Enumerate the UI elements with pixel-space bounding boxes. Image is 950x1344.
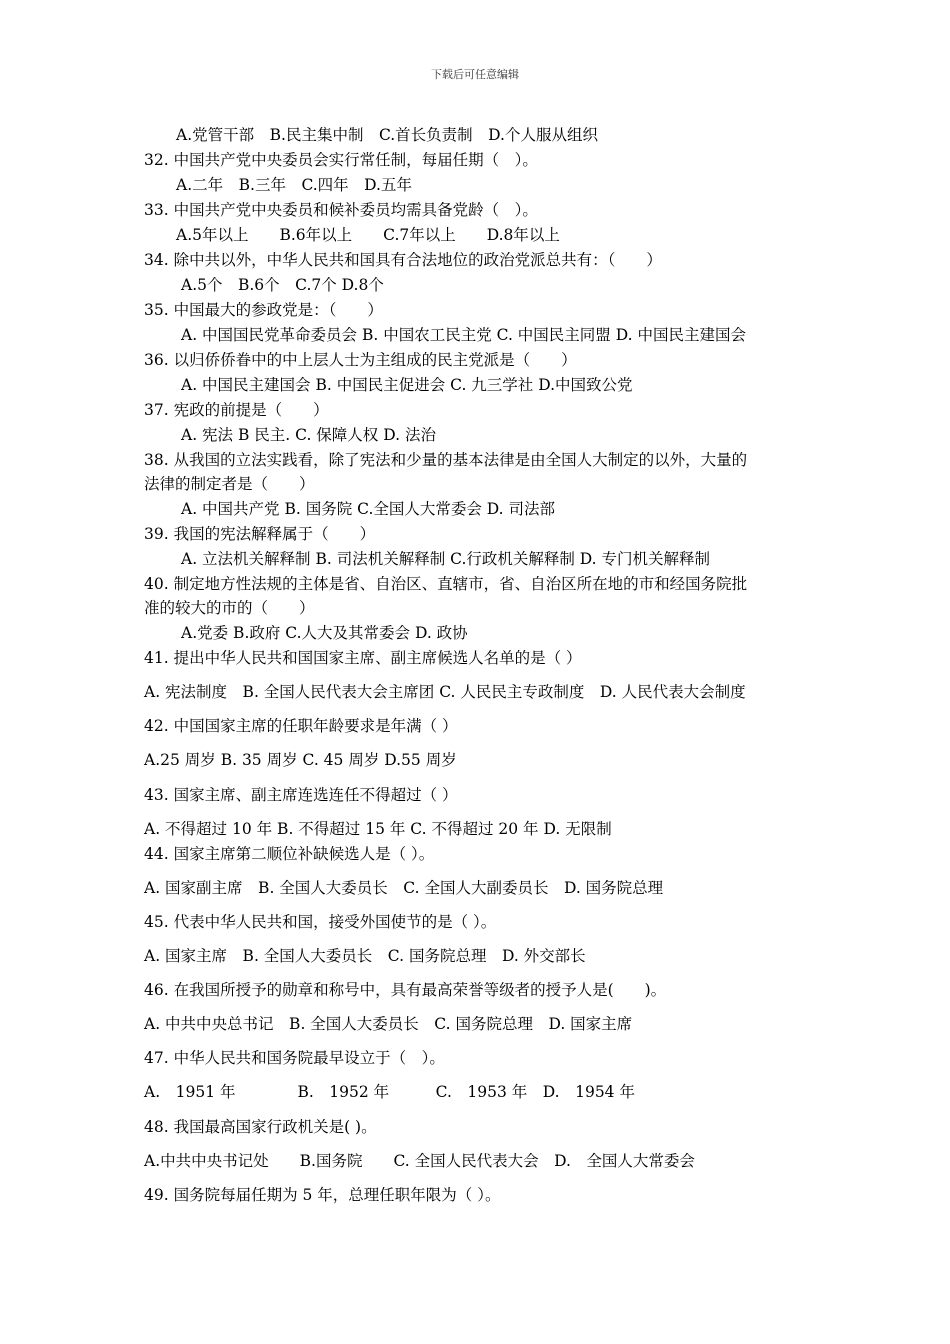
question-line: 41. 提出中华人民共和国国家主席、副主席候选人名单的是（ ） (144, 649, 582, 667)
question-line: A. 宪法制度 B. 全国人民代表大会主席团 C. 人民民主专政制度 D. 人民代表大会制度 (144, 683, 746, 701)
answer-options-line: A. 中国民主建国会 B. 中国民主促进会 C. 九三学社 D.中国致公党 (181, 376, 633, 394)
question-line: 法律的制定者是（ ） (144, 475, 315, 493)
question-line: 35. 中国最大的参政党是：（ ） (144, 301, 383, 319)
question-line: 48. 我国最高国家行政机关是( )。 (144, 1118, 377, 1136)
question-line: A.中共中央书记处 B.国务院 C. 全国人民代表大会 D. 全国人大常委会 (144, 1152, 695, 1170)
question-line: A. 国家副主席 B. 全国人大委员长 C. 全国人大副委员长 D. 国务院总理 (144, 879, 664, 897)
answer-options-line: A. 中国国民党革命委员会 B. 中国农工民主党 C. 中国民主同盟 D. 中国民主建国会 (181, 326, 746, 344)
question-line: A. 不得超过 10 年 B. 不得超过 15 年 C. 不得超过 20 年 D. 无限制 (144, 820, 612, 838)
answer-options-line: A.党管干部 B.民主集中制 C.首长负责制 D.个人服从组织 (176, 126, 598, 144)
question-line: 36. 以归侨侨眷中的中上层人士为主组成的民主党派是（ ） (144, 351, 577, 369)
question-line: A.25 周岁 B. 35 周岁 C. 45 周岁 D.55 周岁 (144, 751, 457, 769)
question-line: 准的较大的市的（ ） (144, 599, 315, 617)
answer-options-line: A.党委 B.政府 C.人大及其常委会 D. 政协 (181, 624, 468, 642)
question-line: 37. 宪政的前提是（ ） (144, 401, 329, 419)
answer-options-line: A. 中国共产党 B. 国务院 C.全国人大常委会 D. 司法部 (181, 500, 556, 518)
question-line: 44. 国家主席第二顺位补缺候选人是（ ）。 (144, 845, 435, 863)
answer-options-line: A.5年以上 B.6年以上 C.7年以上 D.8年以上 (176, 226, 560, 244)
answer-options-line: A. 宪法 B 民主. C. 保障人权 D. 法治 (181, 426, 436, 444)
answer-options-line: A.5个 B.6个 C.7个 D.8个 (181, 276, 384, 294)
question-line: 42. 中国国家主席的任职年龄要求是年满（ ） (144, 717, 458, 735)
question-line: 45. 代表中华人民共和国，接受外国使节的是（ ）。 (144, 913, 497, 931)
question-line: A. 中共中央总书记 B. 全国人大委员长 C. 国务院总理 D. 国家主席 (144, 1015, 633, 1033)
question-line: 40. 制定地方性法规的主体是省、自治区、直辖市，省、自治区所在地的市和经国务院批 (144, 575, 748, 593)
question-line: 33. 中国共产党中央委员和候补委员均需具备党龄（ ）。 (144, 201, 538, 219)
question-line: 43. 国家主席、副主席连选连任不得超过（ ） (144, 786, 458, 804)
answer-options-line: A.二年 B.三年 C.四年 D.五年 (176, 176, 412, 194)
page-header: 下载后可任意编辑 (431, 68, 519, 81)
question-line: 47. 中华人民共和国务院最早设立于（ ）。 (144, 1049, 445, 1067)
question-line: 49. 国务院每届任期为 5 年，总理任职年限为（ ）。 (144, 1186, 501, 1204)
question-line: 46. 在我国所授予的勋章和称号中，具有最高荣誉等级者的授予人是( )。 (144, 981, 667, 999)
question-line: 34. 除中共以外，中华人民共和国具有合法地位的政治党派总共有：（ ） (144, 251, 662, 269)
question-line: 32. 中国共产党中央委员会实行常任制，每届任期（ ）。 (144, 151, 538, 169)
question-line: 39. 我国的宪法解释属于（ ） (144, 525, 376, 543)
question-line: A. 1951 年 B. 1952 年 C. 1953 年 D. 1954 年 (144, 1083, 635, 1101)
question-line: A. 国家主席 B. 全国人大委员长 C. 国务院总理 D. 外交部长 (144, 947, 586, 965)
question-line: 38. 从我国的立法实践看，除了宪法和少量的基本法律是由全国人大制定的以外，大量的 (144, 451, 748, 469)
answer-options-line: A. 立法机关解释制 B. 司法机关解释制 C.行政机关解释制 D. 专门机关解释制 (181, 550, 711, 568)
